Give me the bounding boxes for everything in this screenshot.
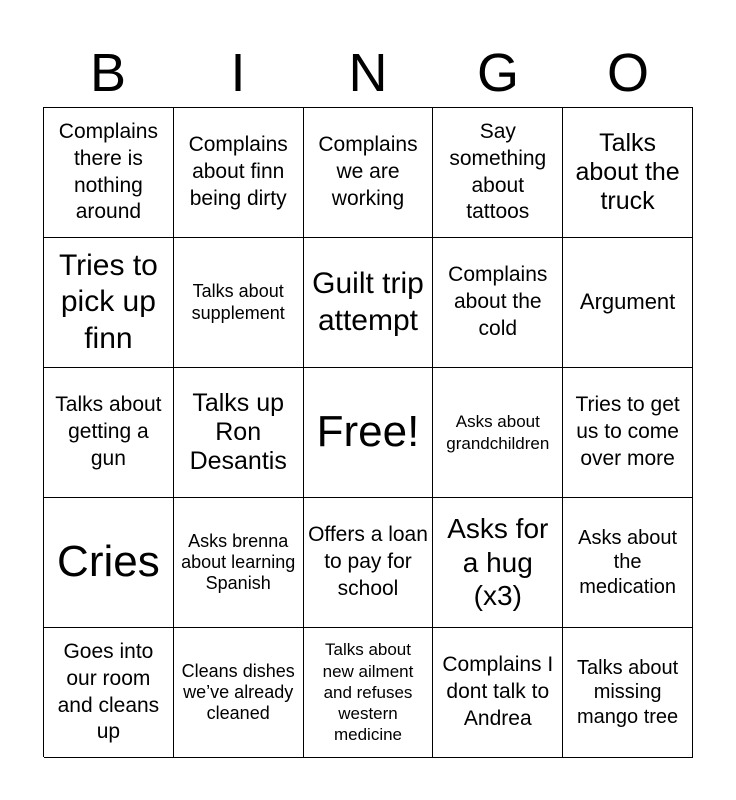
bingo-cell[interactable]: [174, 628, 304, 758]
bingo-cell[interactable]: [433, 498, 563, 628]
cell-text: Tries to get us to come over more: [575, 393, 680, 470]
cell-text: Argument: [579, 289, 676, 315]
bingo-cell[interactable]: [563, 628, 693, 758]
board-row: [44, 368, 693, 498]
header-letter-g: G: [476, 43, 519, 103]
bingo-cell[interactable]: [174, 368, 304, 498]
bingo-cell[interactable]: [433, 238, 563, 368]
header-letter-o: O: [606, 43, 649, 103]
free-space-text: Free!: [316, 407, 420, 457]
bingo-cell[interactable]: [174, 498, 304, 628]
cell-text: Offers a loan to pay for school: [308, 523, 428, 600]
bingo-cell[interactable]: [563, 238, 693, 368]
bingo-cell[interactable]: [174, 108, 304, 238]
cell-text: Asks brenna about learning Spanish: [181, 530, 296, 594]
bingo-cell[interactable]: [44, 368, 174, 498]
cell-text: Cleans dishes we’ve already cleaned: [181, 660, 295, 724]
bingo-cell[interactable]: [174, 238, 304, 368]
bingo-cell[interactable]: [433, 368, 563, 498]
cell-text: Talks up Ron Desantis: [189, 389, 287, 475]
bingo-cell[interactable]: [304, 238, 434, 368]
cell-text: Asks about grandchildren: [446, 412, 550, 453]
cell-text: Talks about missing mango tree: [577, 656, 679, 728]
bingo-cell[interactable]: [563, 368, 693, 498]
header-letter-i: I: [230, 43, 246, 103]
cell-text: Goes into our room and cleans up: [57, 639, 160, 744]
bingo-cell[interactable]: [44, 108, 174, 238]
board-row: [44, 238, 693, 368]
cell-text: Asks about the medication: [578, 526, 678, 598]
cell-text: Complains we are working: [318, 133, 418, 210]
bingo-header: [43, 40, 693, 106]
bingo-cell[interactable]: [44, 628, 174, 758]
bingo-cell[interactable]: [304, 498, 434, 628]
free-space-cell[interactable]: [304, 368, 434, 498]
cell-text: Talks about getting a gun: [55, 393, 162, 470]
cell-text: Talks about supplement: [191, 281, 285, 323]
cell-text: Talks about new ailment and refuses western medicine: [322, 640, 414, 745]
bingo-cell[interactable]: [433, 108, 563, 238]
cell-text: Complains there is nothing around: [58, 119, 158, 224]
cell-text: Complains I dont talk to Andrea: [442, 653, 554, 730]
bingo-cell[interactable]: [304, 628, 434, 758]
board-row: [44, 108, 693, 238]
cell-text: Complains about finn being dirty: [188, 133, 288, 210]
board-row: [44, 628, 693, 758]
bingo-board: [43, 107, 693, 757]
header-letter-n: N: [348, 43, 388, 103]
cell-text: Complains about the cold: [448, 263, 548, 340]
cell-text: Guilt trip attempt: [312, 266, 424, 337]
bingo-cell[interactable]: [304, 108, 434, 238]
cell-text: Say something about tattoos: [449, 119, 547, 224]
cell-text: Asks for a hug (x3): [447, 513, 549, 612]
header-letter-b: B: [89, 43, 127, 103]
bingo-cell[interactable]: [433, 628, 563, 758]
cell-text: Cries: [57, 537, 160, 587]
cell-text: Talks about the truck: [575, 129, 680, 215]
bingo-cell[interactable]: [44, 498, 174, 628]
bingo-cell[interactable]: [563, 108, 693, 238]
bingo-cell[interactable]: [563, 498, 693, 628]
cell-text: Tries to pick up finn: [58, 248, 158, 355]
bingo-cell[interactable]: [44, 238, 174, 368]
board-row: [44, 498, 693, 628]
